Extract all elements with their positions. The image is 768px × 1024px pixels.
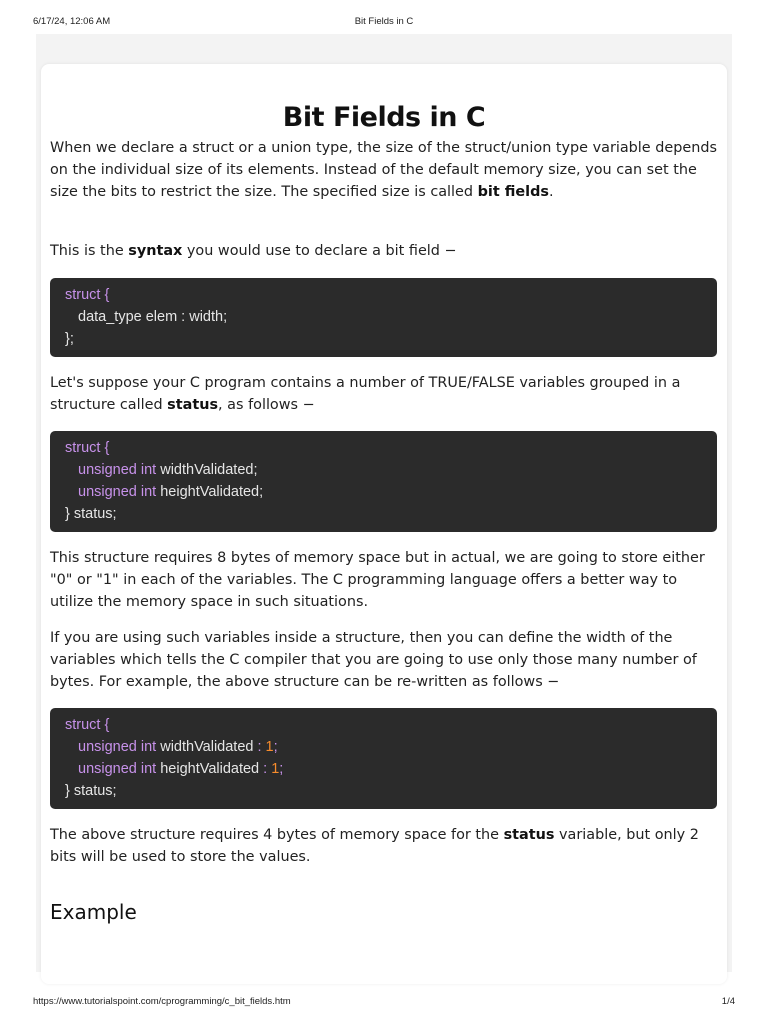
- syntax-paragraph: This is the syntax you would use to declare a bit field −: [50, 243, 457, 259]
- example-heading: Example: [50, 900, 137, 924]
- bold-term: syntax: [128, 243, 183, 259]
- bold-term: status: [503, 827, 555, 843]
- intro-paragraph: When we declare a struct or a union type, the size of the struct/union type variable depends on the individual size of its elements. Instead of the default memory size, you can set the size the bits to restrict the size. The specified size is called bit fields.: [50, 140, 717, 200]
- page-number: 1/4: [721, 996, 735, 1007]
- bold-term: bit fields: [477, 184, 549, 200]
- result-paragraph: The above structure requires 4 bytes of memory space for the status variable, but only 2 bits will be used to store the values.: [50, 827, 699, 865]
- width-paragraph: If you are using such variables inside a structure, then you can define the width of the variables which tells the C compiler that you are going to use only those many number of bytes. For example, the above structure can be re-written as follows −: [50, 630, 697, 690]
- memory-paragraph: This structure requires 8 bytes of memory space but in actual, we are going to store either "0" or "1" in each of the variables. The C programming language offers a better way to utilize the memory space in such situations.: [50, 550, 705, 610]
- code-block-bitfields[interactable]: struct { unsigned int widthValidated : 1; unsigned int heightValidated : 1; } status;: [50, 708, 717, 809]
- print-header: [0, 0, 768, 34]
- code-block-syntax[interactable]: struct { data_type elem : width; };: [50, 278, 717, 357]
- print-url: https://www.tutorialspoint.com/cprogramming/c_bit_fields.htm: [33, 996, 291, 1007]
- print-doc-title: Bit Fields in C: [354, 16, 414, 27]
- code-block-status[interactable]: struct { unsigned int widthValidated; unsigned int heightValidated; } status;: [50, 431, 717, 532]
- print-footer: [0, 994, 768, 1014]
- page-title: Bit Fields in C: [282, 102, 486, 134]
- print-date: 6/17/24, 12:06 AM: [33, 16, 111, 27]
- bold-term: status: [167, 397, 219, 413]
- status-paragraph: Let's suppose your C program contains a number of TRUE/FALSE variables grouped in a structure called status, as follows −: [50, 375, 681, 413]
